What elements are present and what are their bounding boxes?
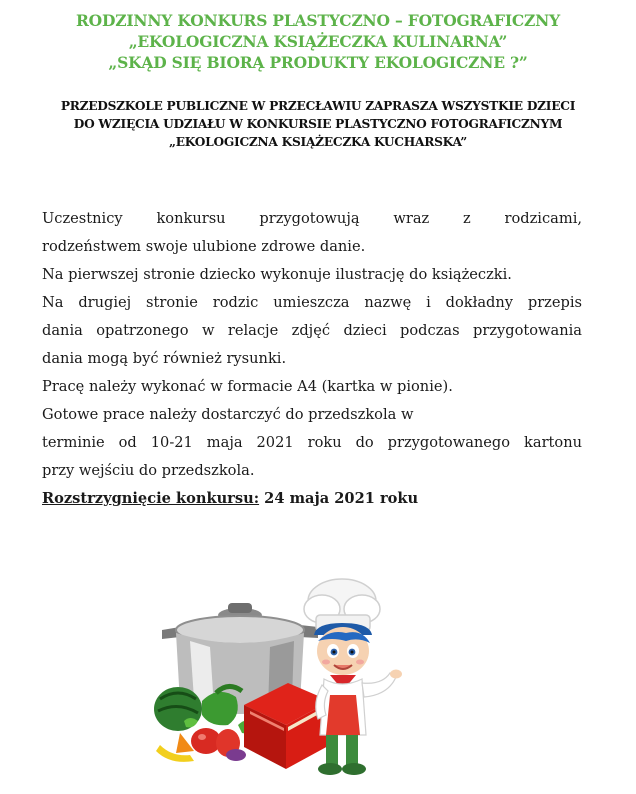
rules-line-9: terminie od 10-21 maja 2021 roku do przygotowanego kartonu bbox=[42, 434, 582, 451]
resolution-date bbox=[42, 485, 582, 513]
rules-line-4: Na drugiej stronie rodzic umieszcza nazwę i dokładny przepis bbox=[42, 294, 582, 311]
rules-line-2: rodzeństwem swoje ulubione zdrowe danie. bbox=[42, 238, 366, 255]
invite-line-1: PRZEDSZKOLE PUBLICZNE W PRZECŁAWIU ZAPRASZA WSZYSTKIE DZIECI bbox=[60, 99, 576, 113]
invite-line-3: „EKOLOGICZNA KSIĄŻECZKA KUCHARSKA” bbox=[168, 135, 468, 149]
rules-line-10: przy wejściu do przedszkola. bbox=[42, 462, 255, 479]
rules-line-7: Pracę należy wykonać w formacie A4 (kartka w pionie). bbox=[42, 378, 453, 395]
invitation bbox=[0, 97, 636, 151]
rules-line-3: Na pierwszej stronie dziecko wykonuje ilustrację do książeczki. bbox=[42, 266, 512, 283]
cooking-illustration bbox=[150, 575, 420, 790]
rules-line-8: Gotowe prace należy dostarczyć do przedszkola w bbox=[42, 406, 414, 423]
resolution-label: Rozstrzygnięcie konkursu: bbox=[42, 490, 260, 507]
rules-line-1: Uczestnicy konkursu przygotowują wraz z rodzicami, bbox=[42, 210, 582, 227]
title-line-3: „SKĄD SIĘ BIORĄ PRODUKTY EKOLOGICZNE ?” bbox=[108, 53, 528, 72]
contest-title bbox=[0, 10, 636, 73]
title-line-1: RODZINNY KONKURS PLASTYCZNO – FOTOGRAFICZNY bbox=[75, 11, 560, 30]
rules-text bbox=[42, 205, 582, 513]
rules-line-6: dania mogą być również rysunki. bbox=[42, 350, 287, 367]
rules-line-5: dania opatrzonego w relacje zdjęć dzieci podczas przygotowania bbox=[42, 322, 582, 339]
invite-line-2: DO WZIĘCIA UDZIAŁU W KONKURSIE PLASTYCZNO FOTOGRAFICZNYM bbox=[73, 117, 563, 131]
title-line-2: „EKOLOGICZNA KSIĄŻECZKA KULINARNA” bbox=[128, 32, 508, 51]
resolution-value: 24 maja 2021 roku bbox=[259, 490, 419, 507]
